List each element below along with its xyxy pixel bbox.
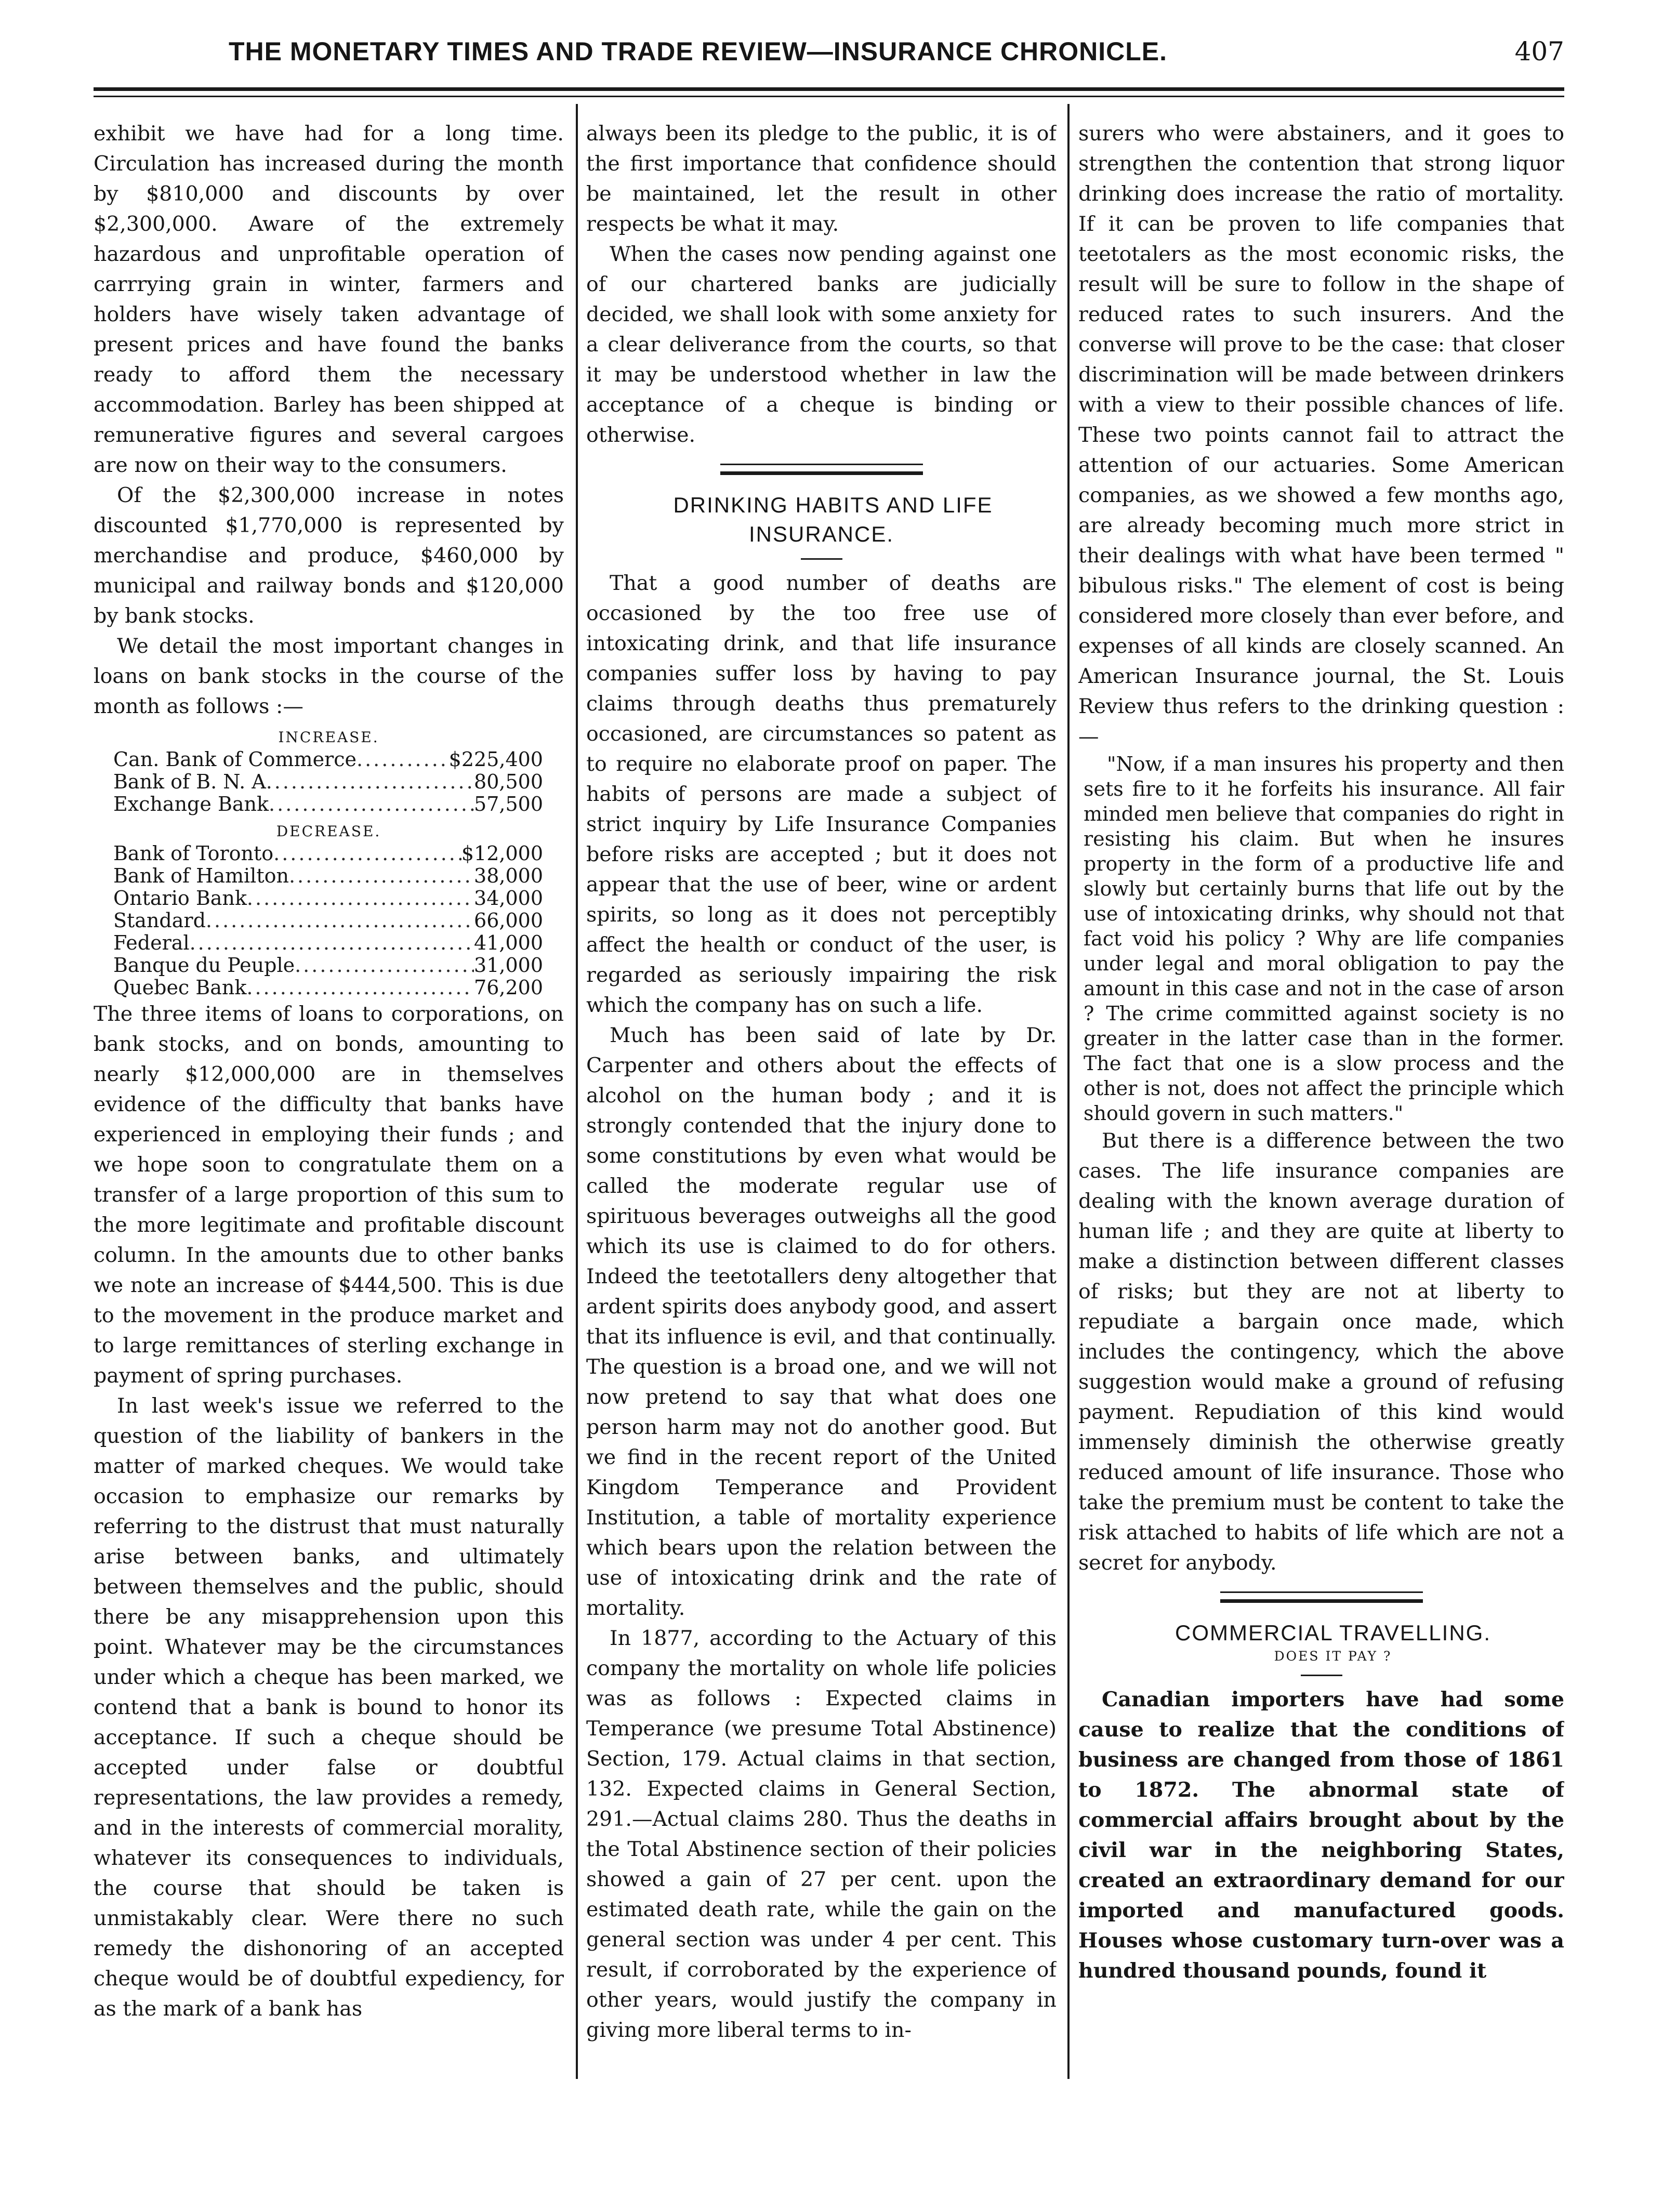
increase-heading: INCREASE. xyxy=(278,729,379,746)
bank-name: Bank of B. N. A xyxy=(113,770,266,793)
section-rule xyxy=(720,464,923,475)
loan-amount: 66,000 xyxy=(474,909,543,932)
page-header xyxy=(94,36,1564,78)
leader-dots xyxy=(269,793,474,815)
column-1 xyxy=(94,118,564,2073)
loan-amount: 38,000 xyxy=(474,864,543,887)
paragraph: Canadian importers have had some cause to realize that the conditions of business are changed from those of 1861 to 1872. The abnormal state of commercial affairs brought about by the civil war in the neighboring States, created an extraordinary demand for our imported and manufactured goods. Houses whose customary turn-over was a hundred thousand pounds, found it xyxy=(1078,1688,1564,1983)
loan-amount: 31,000 xyxy=(474,954,543,977)
article-headline: DRINKING HABITS AND LIFE INSURANCE. xyxy=(673,493,993,546)
header-rule-thin xyxy=(94,96,1564,97)
article-subhead: DOES IT PAY ? xyxy=(1274,1649,1392,1664)
loan-amount: $12,000 xyxy=(461,842,543,865)
table-row xyxy=(94,887,564,910)
decrease-table xyxy=(94,842,564,999)
leader-dots xyxy=(247,887,474,910)
bank-name: Banque du Peuple xyxy=(113,954,295,977)
bank-name: Standard xyxy=(113,909,206,932)
bank-name: Can. Bank of Commerce xyxy=(113,748,357,771)
paragraph: When the cases now pending against one of our chartered banks are judicially decided, we shall look with some anxiety for a clear deliverance from the courts, so that it may be understood whether in law the acceptance of a cheque is binding or otherwise. xyxy=(586,242,1057,447)
headline-rule xyxy=(801,558,842,560)
paragraph: The three items of loans to corporations, on bank stocks, and on bonds, amounting to nearly $12,000,000 are in themselves evidence of the difficulty that banks have experienced in employing their funds ; and we hope soon to congratulate them on a transfer of a large proportion of this sum to the more legitimate and profitable discount column. In the amounts due to other banks we note an increase of $444,500. This is due to the movement in the produce market and to large remittances of sterling exchange in payment of spring purchases. xyxy=(94,1002,564,1388)
section-rule xyxy=(1220,1591,1423,1603)
running-title: THE MONETARY TIMES AND TRADE REVIEW—INSURANCE CHRONICLE. xyxy=(229,37,1168,66)
paragraph: But there is a difference between the two cases. The life insurance companies are dealing with the known average duration of human life ; and they are quite at liberty to make a distinction between different classes of risks; but they are not at liberty to repudiate a bargain once made, which includes the contingency, which the above suggestion would make a ground of refusing payment. Repudiation of this kind would immensely diminish the otherwise greatly reduced amount of life insurance. Those who take the premium must be content to take the risk attached to habits of life which are not a secret for anybody. xyxy=(1078,1129,1564,1575)
table-row xyxy=(94,910,564,932)
loan-amount: 57,500 xyxy=(474,793,543,815)
paragraph: We detail the most important changes in loans on bank stocks in the course of the month as follows :— xyxy=(94,634,564,718)
table-row xyxy=(94,748,564,771)
leader-dots xyxy=(190,932,474,954)
decrease-heading: DECREASE. xyxy=(276,823,381,840)
leader-dots xyxy=(289,865,474,887)
header-rule-thick xyxy=(94,87,1564,91)
leader-dots xyxy=(266,771,474,793)
paragraph: Of the $2,300,000 increase in notes discounted $1,770,000 is represented by merchandise and produce, $460,000 by municipal and railway bonds and $120,000 by bank stocks. xyxy=(94,483,564,628)
paragraph: surers who were abstainers, and it goes to strengthen the contention that strong liquor drinking does increase the ratio of mortality. If it can be proven to life companies that teetotalers as the most economic risks, the result will be sure to follow in the shape of reduced rates to such insurers. And the converse will prove to be the case: that closer discrimination will be made between drinkers with a view to their possible chances of life. These two points cannot fail to attract the attention of our actuaries. Some American companies, as we showed a few months ago, are already becoming much more strict in their dealings with what have been termed " bibulous risks." The element of cost is being considered more closely than ever before, and expenses of all kinds are closely scanned. An American Insurance journal, the St. Louis Review thus refers to the drinking question :— xyxy=(1078,122,1564,748)
column-3 xyxy=(1078,118,1564,2073)
table-row xyxy=(94,793,564,815)
table-row xyxy=(94,865,564,887)
bank-name: Bank of Hamilton xyxy=(113,864,289,887)
paragraph: exhibit we have had for a long time. Circulation has increased during the month by $810,000 and discounts by over $2,300,000. Aware of the extremely hazardous and unprofitable operation of carrrying grain in winter, farmers and holders have wisely taken advantage of present prices and have found the banks ready to afford them the necessary accommodation. Barley has been shipped at remunerative figures and several cargoes are now on their way to the consumers. xyxy=(94,122,564,477)
table-row xyxy=(94,977,564,999)
headline-rule xyxy=(1301,1675,1342,1676)
loan-amount: 76,200 xyxy=(474,976,543,999)
loan-amount: 80,500 xyxy=(474,770,543,793)
table-row xyxy=(94,954,564,977)
loan-amount: 41,000 xyxy=(474,931,543,954)
leader-dots xyxy=(273,842,461,865)
paragraph: Much has been said of late by Dr. Carpenter and others about the effects of alcohol on the human body ; and it is strongly contended that the injury done to some constitutions by even what would be called the moderate regular use of spirituous beverages outweighs all the good which its use is claimed to do for others. Indeed the teetotallers deny altogether that ardent spirits does anybody good, and assert that its influence is evil, and that continually. The question is a broad one, and we will not now pretend to say that what does one person harm may not do another good. But we find in the recent report of the United Kingdom Temperance and Provident Institution, a table of mortality experience which bears upon the relation between the use of intoxicating drink and the rate of mortality. xyxy=(586,1023,1057,1620)
bank-name: Quebec Bank xyxy=(113,976,247,999)
column-2 xyxy=(586,118,1057,2073)
leader-dots xyxy=(206,910,474,932)
paragraph: always been its pledge to the public, it is of the first importance that confidence should be maintained, let the result in other respects be what it may. xyxy=(586,122,1057,236)
leader-dots xyxy=(246,977,474,999)
table-row xyxy=(94,932,564,954)
loan-amount: 34,000 xyxy=(474,887,543,910)
column-divider-left xyxy=(576,104,578,2079)
column-divider-right xyxy=(1067,104,1070,2079)
block-quote: "Now, if a man insures his property and then sets fire to it he forfeits his insurance. All fair minded men believe that companies do right in resisting his claim. But when he insures property in the form of a productive life and slowly but certainly burns that life out by the use of intoxicating drinks, why should not that fact void his policy ? Why are life companies under legal and moral obligation to pay the amount in this case and not in the case of arson ? The crime committed against society is no greater in the latter case than in the former. The fact that one is a slow process and the other is not, does not affect the principle which should govern in such matters." xyxy=(1084,753,1564,1125)
bank-name: Exchange Bank xyxy=(113,793,269,815)
table-row xyxy=(94,842,564,865)
paragraph: In last week's issue we referred to the question of the liability of bankers in the matter of marked cheques. We would take occasion to emphasize our remarks by referring to the distrust that must naturally arise between banks, and ultimately between themselves and the public, should there be any misapprehension upon this point. Whatever may be the circumstances under which a cheque has been marked, we contend that a bank is bound to honor its acceptance. If such a cheque should be accepted under false or doubtful representations, the law provides a remedy, and in the interests of commercial morality, whatever its consequences to individuals, the course that should be taken is unmistakably clear. Were there no such remedy the dishonoring of an accepted cheque would be of doubtful expediency, for as the mark of a bank has xyxy=(94,1394,564,2021)
table-row xyxy=(94,771,564,793)
leader-dots xyxy=(357,748,449,771)
bank-name: Ontario Bank xyxy=(113,887,247,910)
bank-name: Bank of Toronto xyxy=(113,842,274,865)
increase-table xyxy=(94,748,564,815)
paragraph: In 1877, according to the Actuary of this company the mortality on whole life policies was as follows : Expected claims in Temperance (we presume Total Abstinence) Section, 179. Actual claims in that section, 132. Expected claims in General Section, 291.—Actual claims 280. Thus the deaths in the Total Abstinence section of their policies showed a gain of 27 per cent. upon the estimated death rate, while the gain on the general section was under 4 per cent. This result, if corroborated by the experience of other years, would justify the company in giving more liberal terms to in- xyxy=(586,1626,1057,2042)
bank-name: Federal xyxy=(113,931,190,954)
article-headline: COMMERCIAL TRAVELLING. xyxy=(1174,1621,1491,1645)
leader-dots xyxy=(295,954,474,977)
paragraph: That a good number of deaths are occasioned by the too free use of intoxicating drink, and that life insurance companies suffer loss by having to pay claims through deaths thus prematurely occasioned, are circumstances so patent as to require no elaborate proof on paper. The habits of persons are made a subject of strict inquiry by Life Insurance Companies before risks are accepted ; but it does not appear that the use of beer, wine or ardent spirits, so long as it does not perceptibly affect the health or conduct of the user, is regarded as seriously impairing the risk which the company has on such a life. xyxy=(586,571,1057,1017)
page-number: 407 xyxy=(1514,36,1564,67)
loan-amount: $225,400 xyxy=(448,748,543,771)
